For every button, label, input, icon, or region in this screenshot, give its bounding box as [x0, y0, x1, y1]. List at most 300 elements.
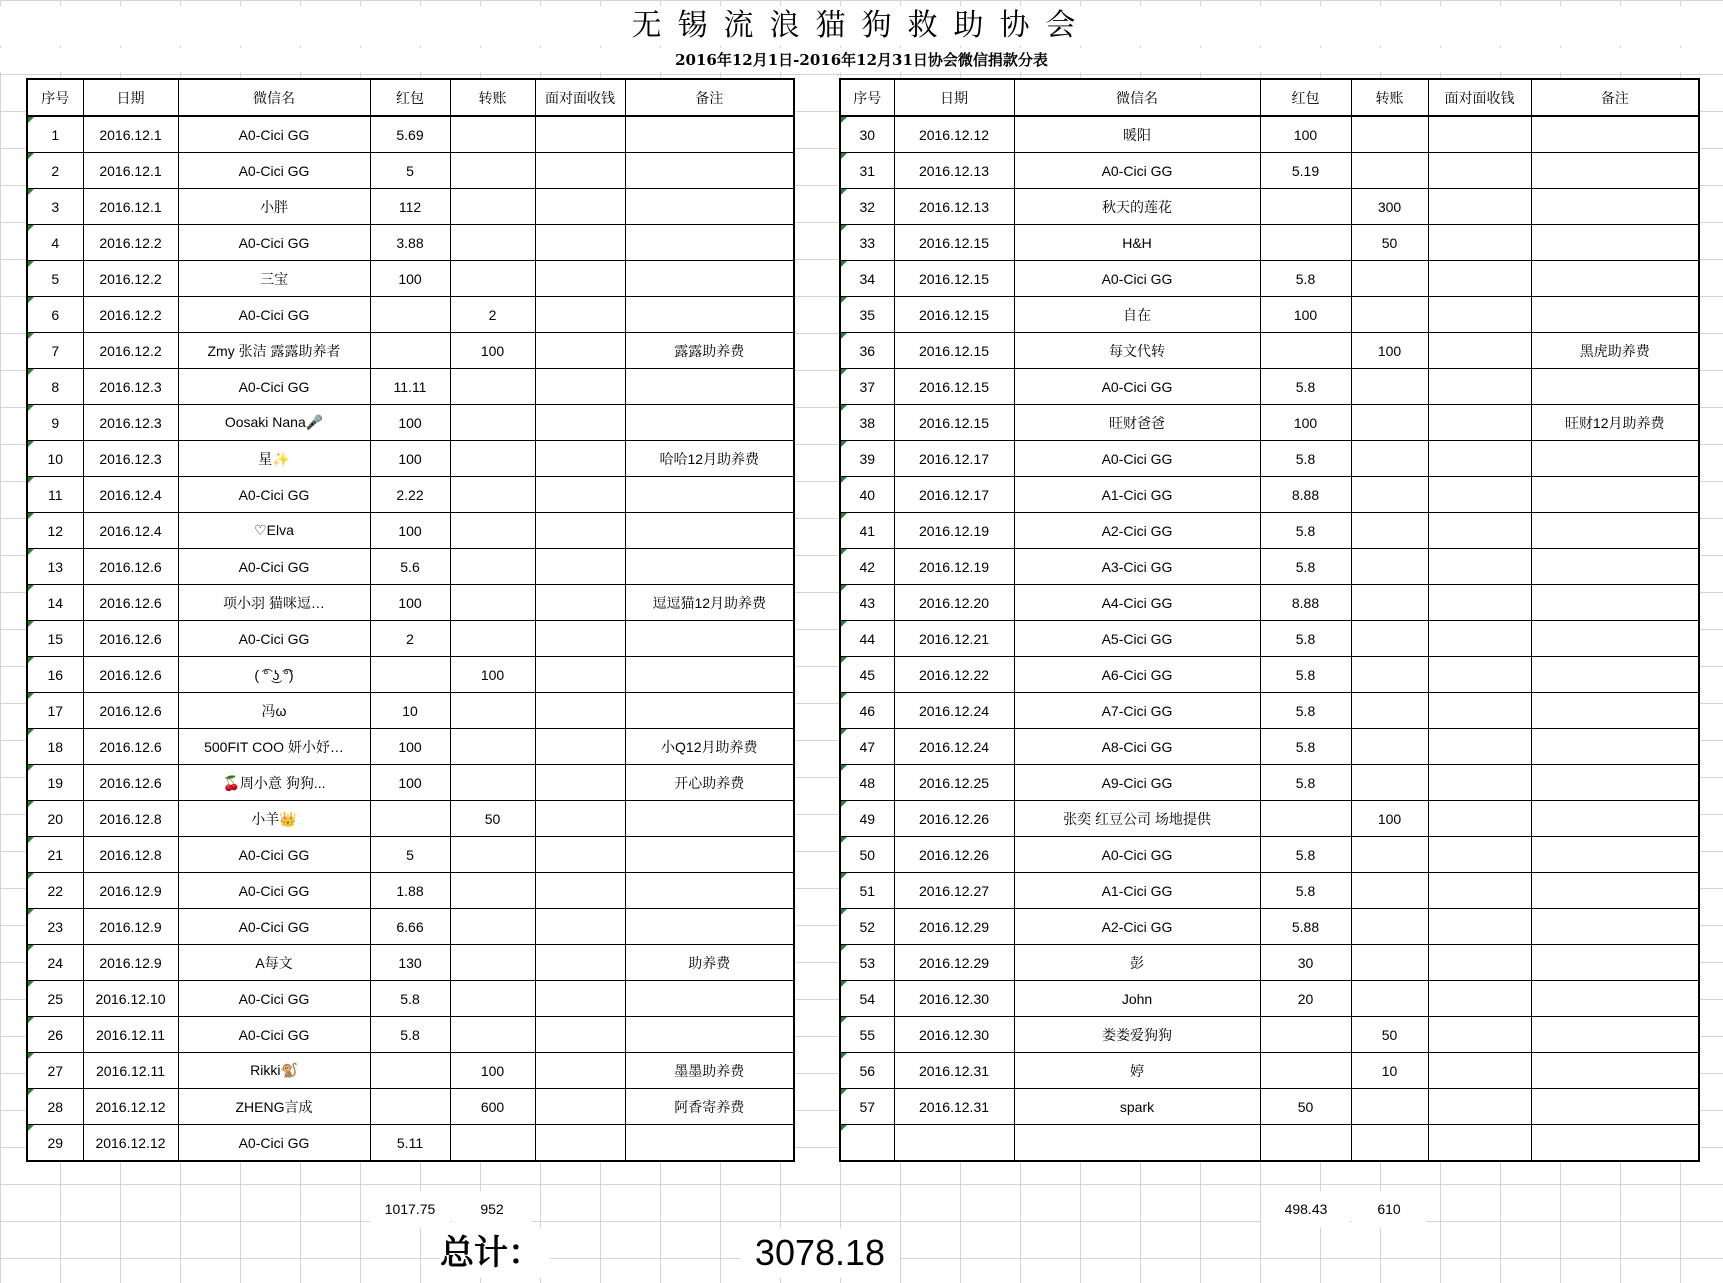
- cell-face-to-face[interactable]: [1428, 837, 1531, 873]
- cell-date[interactable]: 2016.12.2: [83, 297, 178, 333]
- cell-note[interactable]: 墨墨助养费: [625, 1053, 794, 1089]
- cell-red-packet[interactable]: [1260, 1053, 1351, 1089]
- cell-wechat-name[interactable]: Oosaki Nana🎤: [178, 405, 370, 441]
- cell-note[interactable]: [1531, 693, 1699, 729]
- cell-red-packet[interactable]: 5.69: [370, 116, 450, 153]
- cell-transfer[interactable]: [450, 909, 535, 945]
- cell-red-packet[interactable]: 3.88: [370, 225, 450, 261]
- cell-transfer[interactable]: 50: [1351, 1017, 1428, 1053]
- cell-wechat-name[interactable]: 旺财爸爸: [1014, 405, 1260, 441]
- cell-wechat-name[interactable]: 星✨: [178, 441, 370, 477]
- cell-date[interactable]: 2016.12.22: [894, 657, 1014, 693]
- cell-index[interactable]: 52: [840, 909, 894, 945]
- cell-transfer[interactable]: 50: [450, 801, 535, 837]
- cell-index[interactable]: 23: [27, 909, 83, 945]
- cell-red-packet[interactable]: [370, 297, 450, 333]
- cell-transfer[interactable]: [450, 153, 535, 189]
- cell-wechat-name[interactable]: A0-Cici GG: [178, 1125, 370, 1162]
- cell-index[interactable]: 57: [840, 1089, 894, 1125]
- cell-note[interactable]: [625, 477, 794, 513]
- cell-red-packet[interactable]: 100: [1260, 405, 1351, 441]
- cell-index[interactable]: 25: [27, 981, 83, 1017]
- cell-note[interactable]: [1531, 1017, 1699, 1053]
- cell-date[interactable]: 2016.12.1: [83, 189, 178, 225]
- cell-date[interactable]: 2016.12.3: [83, 405, 178, 441]
- cell-wechat-name[interactable]: A1-Cici GG: [1014, 873, 1260, 909]
- cell-index[interactable]: 47: [840, 729, 894, 765]
- cell-index[interactable]: 7: [27, 333, 83, 369]
- cell-note[interactable]: [1531, 765, 1699, 801]
- cell-wechat-name[interactable]: spark: [1014, 1089, 1260, 1125]
- cell-transfer[interactable]: [450, 441, 535, 477]
- cell-note[interactable]: [625, 369, 794, 405]
- cell-note[interactable]: [1531, 657, 1699, 693]
- cell-date[interactable]: 2016.12.6: [83, 693, 178, 729]
- cell-red-packet[interactable]: 5.8: [1260, 837, 1351, 873]
- cell-index[interactable]: 12: [27, 513, 83, 549]
- cell-transfer[interactable]: [450, 1017, 535, 1053]
- cell-date[interactable]: 2016.12.13: [894, 153, 1014, 189]
- cell-index[interactable]: 42: [840, 549, 894, 585]
- cell-face-to-face[interactable]: [535, 657, 625, 693]
- cell-red-packet[interactable]: 6.66: [370, 909, 450, 945]
- cell-transfer[interactable]: [450, 369, 535, 405]
- cell-wechat-name[interactable]: [1014, 1125, 1260, 1162]
- cell-wechat-name[interactable]: 娄娄爱狗狗: [1014, 1017, 1260, 1053]
- cell-note[interactable]: [1531, 189, 1699, 225]
- cell-red-packet[interactable]: 5.8: [1260, 657, 1351, 693]
- cell-note[interactable]: [625, 513, 794, 549]
- cell-index[interactable]: 39: [840, 441, 894, 477]
- cell-note[interactable]: 开心助养费: [625, 765, 794, 801]
- cell-face-to-face[interactable]: [1428, 116, 1531, 153]
- cell-note[interactable]: 露露助养费: [625, 333, 794, 369]
- cell-red-packet[interactable]: 100: [370, 513, 450, 549]
- cell-index[interactable]: 36: [840, 333, 894, 369]
- cell-wechat-name[interactable]: A0-Cici GG: [178, 369, 370, 405]
- col-header-face-to-face[interactable]: 面对面收钱: [535, 79, 625, 116]
- cell-transfer[interactable]: [1351, 945, 1428, 981]
- cell-wechat-name[interactable]: 500FIT COO 妍小妤…: [178, 729, 370, 765]
- cell-note[interactable]: [625, 116, 794, 153]
- cell-face-to-face[interactable]: [535, 405, 625, 441]
- cell-transfer[interactable]: [1351, 441, 1428, 477]
- cell-index[interactable]: 46: [840, 693, 894, 729]
- cell-red-packet[interactable]: 100: [1260, 297, 1351, 333]
- cell-face-to-face[interactable]: [1428, 585, 1531, 621]
- cell-index[interactable]: 4: [27, 225, 83, 261]
- cell-wechat-name[interactable]: A0-Cici GG: [1014, 153, 1260, 189]
- cell-note[interactable]: [625, 693, 794, 729]
- cell-face-to-face[interactable]: [535, 585, 625, 621]
- cell-transfer[interactable]: [450, 225, 535, 261]
- cell-wechat-name[interactable]: A0-Cici GG: [1014, 441, 1260, 477]
- cell-red-packet[interactable]: 5.8: [1260, 549, 1351, 585]
- cell-red-packet[interactable]: 2: [370, 621, 450, 657]
- col-header-face-to-face[interactable]: 面对面收钱: [1428, 79, 1531, 116]
- cell-face-to-face[interactable]: [1428, 945, 1531, 981]
- cell-wechat-name[interactable]: A8-Cici GG: [1014, 729, 1260, 765]
- cell-index[interactable]: 44: [840, 621, 894, 657]
- cell-wechat-name[interactable]: ♡Elva: [178, 513, 370, 549]
- cell-transfer[interactable]: [1351, 657, 1428, 693]
- cell-wechat-name[interactable]: Zmy 张洁 露露助养者: [178, 333, 370, 369]
- cell-date[interactable]: 2016.12.6: [83, 549, 178, 585]
- cell-red-packet[interactable]: [1260, 801, 1351, 837]
- cell-transfer[interactable]: [450, 837, 535, 873]
- cell-note[interactable]: [1531, 909, 1699, 945]
- cell-note[interactable]: [1531, 297, 1699, 333]
- cell-transfer[interactable]: [1351, 729, 1428, 765]
- cell-transfer[interactable]: [450, 189, 535, 225]
- cell-face-to-face[interactable]: [535, 909, 625, 945]
- cell-red-packet[interactable]: 100: [370, 261, 450, 297]
- cell-face-to-face[interactable]: [1428, 729, 1531, 765]
- cell-note[interactable]: [1531, 441, 1699, 477]
- cell-date[interactable]: 2016.12.24: [894, 729, 1014, 765]
- cell-transfer[interactable]: 100: [450, 657, 535, 693]
- cell-transfer[interactable]: [1351, 297, 1428, 333]
- cell-index[interactable]: 50: [840, 837, 894, 873]
- cell-transfer[interactable]: [1351, 693, 1428, 729]
- cell-date[interactable]: 2016.12.6: [83, 657, 178, 693]
- cell-index[interactable]: 22: [27, 873, 83, 909]
- cell-face-to-face[interactable]: [1428, 657, 1531, 693]
- cell-transfer[interactable]: [450, 873, 535, 909]
- cell-face-to-face[interactable]: [1428, 981, 1531, 1017]
- cell-date[interactable]: 2016.12.9: [83, 873, 178, 909]
- cell-transfer[interactable]: 100: [450, 333, 535, 369]
- cell-red-packet[interactable]: 100: [370, 765, 450, 801]
- cell-index[interactable]: 49: [840, 801, 894, 837]
- cell-wechat-name[interactable]: A4-Cici GG: [1014, 585, 1260, 621]
- cell-red-packet[interactable]: 11.11: [370, 369, 450, 405]
- cell-face-to-face[interactable]: [535, 981, 625, 1017]
- cell-date[interactable]: 2016.12.9: [83, 909, 178, 945]
- cell-red-packet[interactable]: 10: [370, 693, 450, 729]
- cell-face-to-face[interactable]: [535, 297, 625, 333]
- cell-note[interactable]: [625, 225, 794, 261]
- cell-index[interactable]: 10: [27, 441, 83, 477]
- cell-red-packet[interactable]: 5.8: [370, 981, 450, 1017]
- cell-date[interactable]: 2016.12.15: [894, 297, 1014, 333]
- cell-transfer[interactable]: [450, 261, 535, 297]
- cell-red-packet[interactable]: [1260, 1125, 1351, 1162]
- cell-index[interactable]: 32: [840, 189, 894, 225]
- col-header-transfer[interactable]: 转账: [1351, 79, 1428, 116]
- cell-transfer[interactable]: [1351, 405, 1428, 441]
- cell-face-to-face[interactable]: [1428, 1053, 1531, 1089]
- cell-wechat-name[interactable]: A0-Cici GG: [178, 225, 370, 261]
- cell-wechat-name[interactable]: 暖阳: [1014, 116, 1260, 153]
- cell-date[interactable]: 2016.12.15: [894, 405, 1014, 441]
- cell-note[interactable]: [1531, 837, 1699, 873]
- cell-wechat-name[interactable]: A7-Cici GG: [1014, 693, 1260, 729]
- cell-note[interactable]: [625, 837, 794, 873]
- cell-face-to-face[interactable]: [1428, 801, 1531, 837]
- cell-index[interactable]: 28: [27, 1089, 83, 1125]
- cell-index[interactable]: 11: [27, 477, 83, 513]
- cell-red-packet[interactable]: 8.88: [1260, 585, 1351, 621]
- cell-face-to-face[interactable]: [535, 1053, 625, 1089]
- cell-index[interactable]: 33: [840, 225, 894, 261]
- cell-transfer[interactable]: [450, 116, 535, 153]
- cell-transfer[interactable]: [1351, 1125, 1428, 1162]
- cell-note[interactable]: [625, 549, 794, 585]
- cell-wechat-name[interactable]: 婷: [1014, 1053, 1260, 1089]
- cell-index[interactable]: 6: [27, 297, 83, 333]
- cell-index[interactable]: 5: [27, 261, 83, 297]
- cell-face-to-face[interactable]: [535, 693, 625, 729]
- cell-index[interactable]: 18: [27, 729, 83, 765]
- cell-face-to-face[interactable]: [535, 153, 625, 189]
- cell-note[interactable]: [625, 297, 794, 333]
- cell-red-packet[interactable]: [1260, 1017, 1351, 1053]
- cell-red-packet[interactable]: 2.22: [370, 477, 450, 513]
- cell-date[interactable]: [894, 1125, 1014, 1162]
- cell-date[interactable]: 2016.12.24: [894, 693, 1014, 729]
- cell-transfer[interactable]: [450, 585, 535, 621]
- cell-wechat-name[interactable]: 彭: [1014, 945, 1260, 981]
- cell-red-packet[interactable]: 30: [1260, 945, 1351, 981]
- cell-transfer[interactable]: [1351, 873, 1428, 909]
- cell-transfer[interactable]: [450, 945, 535, 981]
- cell-wechat-name[interactable]: A2-Cici GG: [1014, 909, 1260, 945]
- cell-note[interactable]: [1531, 945, 1699, 981]
- cell-note[interactable]: [625, 405, 794, 441]
- cell-date[interactable]: 2016.12.6: [83, 621, 178, 657]
- cell-red-packet[interactable]: 100: [1260, 116, 1351, 153]
- cell-face-to-face[interactable]: [535, 621, 625, 657]
- cell-note[interactable]: [1531, 873, 1699, 909]
- cell-date[interactable]: 2016.12.27: [894, 873, 1014, 909]
- cell-wechat-name[interactable]: 小羊👑: [178, 801, 370, 837]
- cell-wechat-name[interactable]: A0-Cici GG: [178, 909, 370, 945]
- cell-face-to-face[interactable]: [1428, 369, 1531, 405]
- cell-index[interactable]: 15: [27, 621, 83, 657]
- cell-red-packet[interactable]: 5.8: [1260, 513, 1351, 549]
- cell-transfer[interactable]: [450, 729, 535, 765]
- cell-red-packet[interactable]: 5: [370, 153, 450, 189]
- cell-index[interactable]: 43: [840, 585, 894, 621]
- cell-red-packet[interactable]: 100: [370, 585, 450, 621]
- cell-wechat-name[interactable]: A5-Cici GG: [1014, 621, 1260, 657]
- cell-face-to-face[interactable]: [535, 116, 625, 153]
- cell-date[interactable]: 2016.12.11: [83, 1017, 178, 1053]
- cell-wechat-name[interactable]: ZHENG言成: [178, 1089, 370, 1125]
- cell-date[interactable]: 2016.12.2: [83, 261, 178, 297]
- cell-index[interactable]: 56: [840, 1053, 894, 1089]
- cell-red-packet[interactable]: 100: [370, 729, 450, 765]
- cell-transfer[interactable]: [450, 1125, 535, 1162]
- cell-index[interactable]: 29: [27, 1125, 83, 1162]
- cell-face-to-face[interactable]: [535, 369, 625, 405]
- cell-wechat-name[interactable]: A0-Cici GG: [1014, 261, 1260, 297]
- col-header-wechat-name[interactable]: 微信名: [1014, 79, 1260, 116]
- cell-date[interactable]: 2016.12.6: [83, 729, 178, 765]
- cell-note[interactable]: 旺财12月助养费: [1531, 405, 1699, 441]
- cell-index[interactable]: 31: [840, 153, 894, 189]
- cell-face-to-face[interactable]: [535, 765, 625, 801]
- cell-transfer[interactable]: [1351, 621, 1428, 657]
- cell-index[interactable]: 48: [840, 765, 894, 801]
- cell-index[interactable]: 37: [840, 369, 894, 405]
- cell-wechat-name[interactable]: ( ͡° ͜ʖ ͡°): [178, 657, 370, 693]
- col-header-note[interactable]: 备注: [625, 79, 794, 116]
- cell-note[interactable]: [1531, 585, 1699, 621]
- cell-note[interactable]: 逗逗猫12月助养费: [625, 585, 794, 621]
- cell-date[interactable]: 2016.12.8: [83, 837, 178, 873]
- cell-note[interactable]: [625, 981, 794, 1017]
- cell-face-to-face[interactable]: [1428, 297, 1531, 333]
- cell-wechat-name[interactable]: 项小羽 猫咪逗…: [178, 585, 370, 621]
- cell-face-to-face[interactable]: [535, 1089, 625, 1125]
- cell-wechat-name[interactable]: A0-Cici GG: [1014, 369, 1260, 405]
- cell-index[interactable]: 20: [27, 801, 83, 837]
- cell-date[interactable]: 2016.12.6: [83, 765, 178, 801]
- cell-face-to-face[interactable]: [1428, 333, 1531, 369]
- cell-transfer[interactable]: [450, 549, 535, 585]
- cell-note[interactable]: [1531, 1125, 1699, 1162]
- cell-red-packet[interactable]: [1260, 189, 1351, 225]
- cell-red-packet[interactable]: 5.8: [1260, 261, 1351, 297]
- cell-red-packet[interactable]: 8.88: [1260, 477, 1351, 513]
- cell-wechat-name[interactable]: A0-Cici GG: [1014, 837, 1260, 873]
- cell-index[interactable]: 53: [840, 945, 894, 981]
- cell-transfer[interactable]: [1351, 837, 1428, 873]
- cell-note[interactable]: [1531, 1089, 1699, 1125]
- cell-face-to-face[interactable]: [535, 441, 625, 477]
- cell-face-to-face[interactable]: [1428, 549, 1531, 585]
- cell-wechat-name[interactable]: 🍒周小意 狗狗...: [178, 765, 370, 801]
- cell-transfer[interactable]: [450, 621, 535, 657]
- cell-date[interactable]: 2016.12.17: [894, 477, 1014, 513]
- cell-note[interactable]: [1531, 1053, 1699, 1089]
- cell-transfer[interactable]: [450, 693, 535, 729]
- cell-red-packet[interactable]: 100: [370, 405, 450, 441]
- cell-face-to-face[interactable]: [535, 1017, 625, 1053]
- cell-wechat-name[interactable]: 冯ω: [178, 693, 370, 729]
- cell-date[interactable]: 2016.12.8: [83, 801, 178, 837]
- col-header-date[interactable]: 日期: [83, 79, 178, 116]
- cell-wechat-name[interactable]: 秋天的莲花: [1014, 189, 1260, 225]
- right-transfer-sum[interactable]: 610: [1352, 1191, 1426, 1228]
- cell-transfer[interactable]: [1351, 549, 1428, 585]
- cell-transfer[interactable]: [1351, 261, 1428, 297]
- cell-red-packet[interactable]: 5.8: [1260, 765, 1351, 801]
- cell-face-to-face[interactable]: [535, 333, 625, 369]
- cell-red-packet[interactable]: 5.11: [370, 1125, 450, 1162]
- cell-note[interactable]: [1531, 621, 1699, 657]
- cell-note[interactable]: [625, 261, 794, 297]
- cell-note[interactable]: [625, 1125, 794, 1162]
- cell-note[interactable]: [625, 909, 794, 945]
- cell-index[interactable]: 16: [27, 657, 83, 693]
- cell-face-to-face[interactable]: [535, 873, 625, 909]
- cell-note[interactable]: [625, 657, 794, 693]
- cell-note[interactable]: [1531, 729, 1699, 765]
- cell-wechat-name[interactable]: A9-Cici GG: [1014, 765, 1260, 801]
- cell-face-to-face[interactable]: [535, 801, 625, 837]
- cell-face-to-face[interactable]: [1428, 1089, 1531, 1125]
- cell-face-to-face[interactable]: [535, 261, 625, 297]
- cell-index[interactable]: 54: [840, 981, 894, 1017]
- left-transfer-sum[interactable]: 952: [452, 1191, 532, 1228]
- cell-face-to-face[interactable]: [1428, 513, 1531, 549]
- cell-face-to-face[interactable]: [535, 837, 625, 873]
- cell-date[interactable]: 2016.12.20: [894, 585, 1014, 621]
- cell-index[interactable]: 24: [27, 945, 83, 981]
- total-value[interactable]: 3078.18: [740, 1228, 900, 1278]
- cell-date[interactable]: 2016.12.1: [83, 116, 178, 153]
- cell-red-packet[interactable]: 5.8: [1260, 621, 1351, 657]
- cell-note[interactable]: 哈哈12月助养费: [625, 441, 794, 477]
- cell-note[interactable]: [1531, 513, 1699, 549]
- cell-date[interactable]: 2016.12.4: [83, 477, 178, 513]
- cell-red-packet[interactable]: 5: [370, 837, 450, 873]
- cell-red-packet[interactable]: 5.8: [1260, 693, 1351, 729]
- cell-face-to-face[interactable]: [535, 549, 625, 585]
- cell-face-to-face[interactable]: [535, 189, 625, 225]
- cell-wechat-name[interactable]: A0-Cici GG: [178, 981, 370, 1017]
- cell-index[interactable]: 27: [27, 1053, 83, 1089]
- cell-wechat-name[interactable]: 张奕 红豆公司 场地提供: [1014, 801, 1260, 837]
- cell-index[interactable]: 35: [840, 297, 894, 333]
- cell-date[interactable]: 2016.12.2: [83, 225, 178, 261]
- col-header-index[interactable]: 序号: [840, 79, 894, 116]
- cell-face-to-face[interactable]: [1428, 153, 1531, 189]
- cell-transfer[interactable]: 100: [1351, 801, 1428, 837]
- cell-note[interactable]: 小Q12月助养费: [625, 729, 794, 765]
- cell-face-to-face[interactable]: [535, 729, 625, 765]
- cell-face-to-face[interactable]: [1428, 909, 1531, 945]
- cell-face-to-face[interactable]: [1428, 405, 1531, 441]
- cell-wechat-name[interactable]: 每文代转: [1014, 333, 1260, 369]
- cell-red-packet[interactable]: [1260, 225, 1351, 261]
- cell-note[interactable]: 阿香寄养费: [625, 1089, 794, 1125]
- cell-face-to-face[interactable]: [1428, 765, 1531, 801]
- cell-index[interactable]: 45: [840, 657, 894, 693]
- cell-transfer[interactable]: [450, 981, 535, 1017]
- cell-date[interactable]: 2016.12.12: [894, 116, 1014, 153]
- cell-red-packet[interactable]: 5.8: [370, 1017, 450, 1053]
- cell-date[interactable]: 2016.12.10: [83, 981, 178, 1017]
- cell-wechat-name[interactable]: 自在: [1014, 297, 1260, 333]
- cell-face-to-face[interactable]: [1428, 1017, 1531, 1053]
- cell-index[interactable]: 1: [27, 116, 83, 153]
- left-red-packet-sum[interactable]: 1017.75: [370, 1191, 450, 1228]
- cell-red-packet[interactable]: [370, 333, 450, 369]
- cell-face-to-face[interactable]: [535, 945, 625, 981]
- cell-index[interactable]: 13: [27, 549, 83, 585]
- cell-red-packet[interactable]: 50: [1260, 1089, 1351, 1125]
- cell-wechat-name[interactable]: A每文: [178, 945, 370, 981]
- cell-note[interactable]: [1531, 261, 1699, 297]
- cell-index[interactable]: 21: [27, 837, 83, 873]
- cell-transfer[interactable]: 600: [450, 1089, 535, 1125]
- cell-face-to-face[interactable]: [1428, 873, 1531, 909]
- cell-wechat-name[interactable]: A3-Cici GG: [1014, 549, 1260, 585]
- cell-wechat-name[interactable]: A0-Cici GG: [178, 1017, 370, 1053]
- cell-face-to-face[interactable]: [1428, 441, 1531, 477]
- cell-date[interactable]: 2016.12.13: [894, 189, 1014, 225]
- cell-transfer[interactable]: [1351, 585, 1428, 621]
- cell-index[interactable]: 17: [27, 693, 83, 729]
- cell-wechat-name[interactable]: A0-Cici GG: [178, 153, 370, 189]
- cell-note[interactable]: [1531, 116, 1699, 153]
- cell-transfer[interactable]: [1351, 909, 1428, 945]
- cell-date[interactable]: 2016.12.30: [894, 1017, 1014, 1053]
